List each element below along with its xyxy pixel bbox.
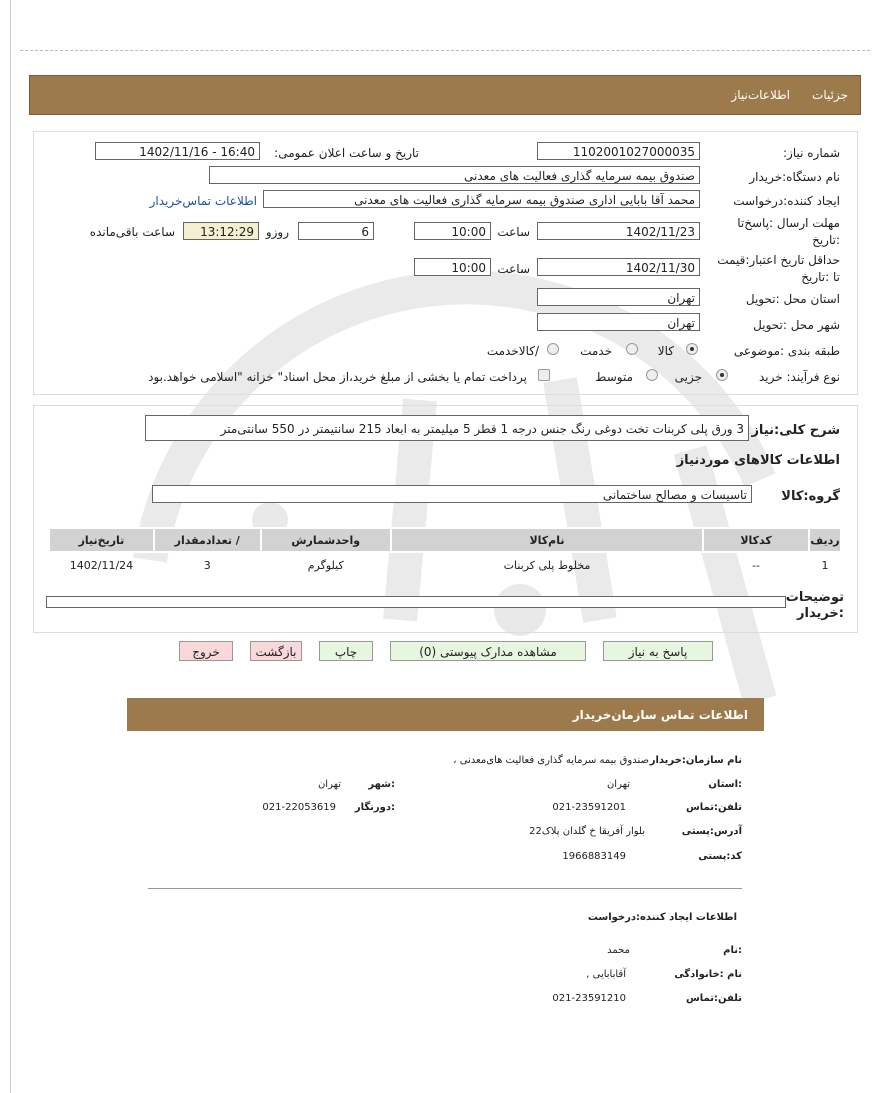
contact-fax-label: :دورنگار xyxy=(354,802,395,813)
remaining-label: ساعت باقی‌مانده xyxy=(89,225,175,239)
contact-postal-label: کد:پستی xyxy=(698,851,742,862)
deadline-date-field: 1402/11/23 xyxy=(537,222,700,240)
tab-need-info[interactable]: اطلاعات‌نیاز xyxy=(731,88,790,102)
left-border-line xyxy=(10,0,11,1093)
contact-postal-value: 1966883149 xyxy=(562,851,626,862)
creator-family-label: نام :خانوادگی xyxy=(674,969,742,980)
deadline-time-label: ساعت xyxy=(497,225,530,239)
contact-province-value: تهران xyxy=(606,779,630,790)
cell-row-number: 1 xyxy=(821,558,829,572)
back-button[interactable]: بازگشت xyxy=(250,641,302,661)
contact-phone-value: 021-23591201 xyxy=(552,802,626,813)
treasury-payment-checkbox[interactable] xyxy=(538,369,550,381)
contact-org-label: نام سازمان:خریدار xyxy=(649,755,742,766)
province-label: استان محل :تحویل xyxy=(745,292,840,306)
need-summary-label: شرح کلی:نیاز xyxy=(751,423,840,438)
buyer-notes-field xyxy=(46,596,786,608)
city-field: تهران xyxy=(537,313,700,331)
category-both-label: /کالاخدمت xyxy=(486,344,539,358)
contact-section-header xyxy=(127,698,764,731)
goods-table xyxy=(48,527,842,577)
process-medium-radio[interactable] xyxy=(646,369,658,381)
col-name-header: نام‌کالا xyxy=(391,528,703,552)
buyer-contact-link[interactable]: اطلاعات تماس‌خریدار xyxy=(149,194,257,208)
days-label: روزو xyxy=(265,225,289,239)
col-date-header: تاریخ‌نیاز xyxy=(49,528,154,552)
contact-org-value: صندوق بیمه سرمایه گذاری فعالیت های‌معدنی ، xyxy=(453,755,649,766)
cell-unit: کیلوگرم xyxy=(307,558,344,572)
reply-button[interactable]: پاسخ به نیاز xyxy=(603,641,713,661)
validity-label-2: تا :تاریخ xyxy=(801,270,840,284)
buyer-org-field: صندوق بیمه سرمایه گذاری فعالیت های معدنی xyxy=(209,166,700,184)
creator-info-title: اطلاعات ایجاد کننده:درخواست xyxy=(587,912,737,923)
process-label: نوع فرآیند: خرید xyxy=(759,370,840,384)
contact-phone-label: تلفن:تماس xyxy=(685,802,742,813)
province-field: تهران xyxy=(537,288,700,306)
buyer-org-label: نام دستگاه:خریدار xyxy=(749,170,840,184)
creator-name-label: :نام xyxy=(723,945,742,956)
need-number-field: 1102001027000035 xyxy=(537,142,700,160)
contact-address-value: بلوار آفریقا خ گلدان پلاک22 xyxy=(529,826,645,837)
creator-field: محمد آقا بابایی اداری صندوق بیمه سرمایه گذاری فعالیت های معدنی xyxy=(263,190,700,208)
creator-phone-label: تلفن:تماس xyxy=(685,993,742,1004)
announce-field: 1402/11/16 - 16:40 xyxy=(95,142,260,160)
days-field: 6 xyxy=(298,222,374,240)
view-documents-button[interactable]: مشاهده مدارک پیوستی (0) xyxy=(390,641,586,661)
need-number-label: شماره نیاز: xyxy=(783,146,840,160)
contact-divider xyxy=(148,888,742,889)
category-label: طبقه بندی :موضوعی xyxy=(733,344,840,358)
process-partial-radio[interactable] xyxy=(716,369,728,381)
need-summary-field: 3 ورق پلی کربنات تخت دوغی رنگ جنس درجه 1 قطر 5 میلیمتر به ابعاد 215 سانتیمتر در 550 سانتی‌متر xyxy=(145,415,749,441)
creator-phone-value: 021-23591210 xyxy=(552,993,626,1004)
process-medium-label: متوسط xyxy=(595,370,633,384)
col-row-header: ردیف xyxy=(809,528,841,552)
exit-button[interactable]: خروج xyxy=(179,641,233,661)
remaining-time-field: 13:12:29 xyxy=(183,222,259,240)
goods-info-title: اطلاعات کالاهای موردنیاز xyxy=(676,453,840,468)
col-code-header: کدکالا xyxy=(703,528,809,552)
tab-details[interactable]: جزئیات xyxy=(812,88,848,102)
goods-group-field: تاسیسات و مصالح ساختمانی xyxy=(152,485,752,503)
print-button[interactable]: چاپ xyxy=(319,641,373,661)
process-partial-label: جزیی xyxy=(674,370,702,384)
category-service-radio[interactable] xyxy=(626,343,638,355)
category-goods-radio[interactable] xyxy=(686,343,698,355)
city-label: شهر محل :تحویل xyxy=(753,318,840,332)
category-service-label: خدمت xyxy=(580,344,612,358)
contact-section-title: اطلاعات تماس سازمان‌خریدار xyxy=(572,708,748,722)
deadline-label-1: مهلت ارسال :پاسخ‌تا xyxy=(737,216,840,230)
contact-address-label: آدرس:پستی xyxy=(681,826,742,837)
contact-city-value: تهران xyxy=(317,779,341,790)
col-unit-header: واحدشمارش xyxy=(261,528,391,552)
treasury-payment-label: پرداخت تمام یا بخشی از مبلغ خرید،از محل اسناد" خزانه "اسلامی خواهد.بود xyxy=(148,370,527,384)
creator-label: ایجاد کننده:درخواست xyxy=(733,194,840,208)
contact-fax-value: 021-22053619 xyxy=(262,802,336,813)
cell-quantity: 3 xyxy=(203,558,211,572)
table-row xyxy=(49,552,841,577)
deadline-time-field: 10:00 xyxy=(414,222,491,240)
deadline-label-2: :تاریخ xyxy=(812,233,840,247)
creator-family-value: آقابابایی , xyxy=(586,969,626,980)
cell-goods-name: مخلوط پلی کربنات xyxy=(503,558,591,572)
goods-table-header xyxy=(49,528,841,552)
category-goods-label: کالا xyxy=(657,344,674,358)
buyer-notes-label-1: توضیحات xyxy=(785,590,844,605)
page-header xyxy=(29,75,861,115)
validity-time-label: ساعت xyxy=(497,262,530,276)
contact-province-label: :استان xyxy=(708,779,742,790)
goods-group-label: گروه:کالا xyxy=(781,489,840,504)
validity-time-field: 10:00 xyxy=(414,258,491,276)
validity-label-1: حداقل تاریخ اعتبار:قیمت xyxy=(717,253,840,267)
cell-need-date: 1402/11/24 xyxy=(69,558,134,572)
top-divider xyxy=(20,50,870,51)
announce-label: تاریخ و ساعت اعلان عمومی: xyxy=(274,146,419,160)
category-both-radio[interactable] xyxy=(547,343,559,355)
creator-name-value: محمد xyxy=(607,945,630,956)
cell-code: -- xyxy=(752,558,761,572)
col-qty-header: / تعدادمقدار xyxy=(154,528,261,552)
contact-city-label: :شهر xyxy=(368,779,395,790)
validity-date-field: 1402/11/30 xyxy=(537,258,700,276)
buyer-notes-label-2: :خریدار xyxy=(797,606,844,621)
